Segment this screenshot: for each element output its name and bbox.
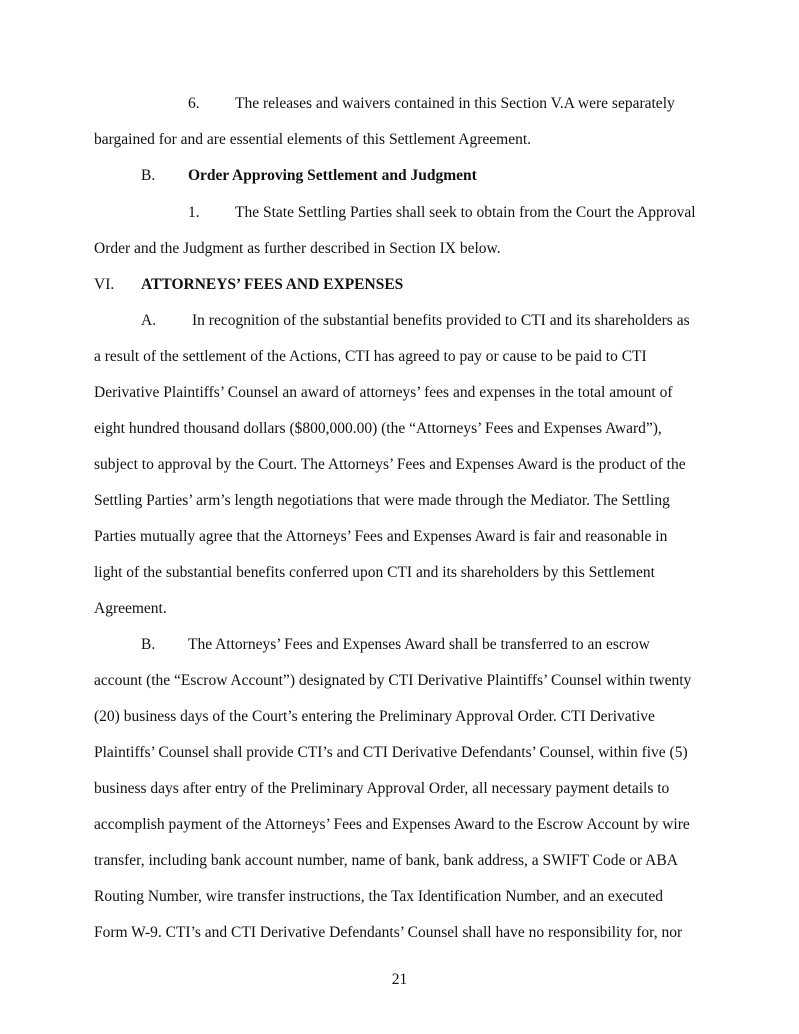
subsection-heading: Order Approving Settlement and Judgment — [188, 167, 477, 184]
section-heading: ATTORNEYS’ FEES AND EXPENSES — [141, 276, 404, 293]
paragraph-text: The Attorneys’ Fees and Expenses Award shall be transferred to an escrow — [188, 636, 650, 653]
paragraph-text: light of the substantial benefits conferred upon CTI and its shareholders by this Settlement — [94, 564, 655, 581]
paragraph-text: (20) business days of the Court’s entering the Preliminary Approval Order. CTI Derivative — [94, 708, 655, 725]
paragraph-text: eight hundred thousand dollars ($800,000.00) (the “Attorneys’ Fees and Expenses Award”), — [94, 420, 662, 437]
paragraph-text: Settling Parties’ arm’s length negotiations that were made through the Mediator. The Settling — [94, 492, 670, 509]
paragraph-text: Parties mutually agree that the Attorneys’ Fees and Expenses Award is fair and reasonable in — [94, 528, 668, 545]
paragraph-text: Routing Number, wire transfer instructions, the Tax Identification Number, and an executed — [94, 888, 663, 905]
paragraph-text: Plaintiffs’ Counsel shall provide CTI’s and CTI Derivative Defendants’ Counsel, within five (5) — [94, 744, 688, 761]
section-numeral: VI. — [94, 276, 115, 293]
page-number: 21 — [391, 971, 408, 988]
paragraph-text: a result of the settlement of the Actions, CTI has agreed to pay or cause to be paid to CTI — [94, 348, 647, 365]
paragraph-number: 6. — [188, 95, 200, 112]
paragraph-text: accomplish payment of the Attorneys’ Fees and Expenses Award to the Escrow Account by wire — [94, 816, 690, 833]
paragraph-text: In recognition of the substantial benefits provided to CTI and its shareholders as — [192, 312, 690, 329]
subsection-letter: B. — [141, 167, 156, 184]
paragraph-text: account (the “Escrow Account”) designated by CTI Derivative Plaintiffs’ Counsel within twenty — [94, 672, 692, 689]
paragraph-text: subject to approval by the Court. The Attorneys’ Fees and Expenses Award is the product of the — [94, 456, 686, 473]
paragraph-text: transfer, including bank account number, name of bank, bank address, a SWIFT Code or ABA — [94, 852, 678, 869]
paragraph-text: Agreement. — [94, 600, 167, 617]
paragraph-number: 1. — [188, 204, 200, 221]
paragraph-text: bargained for and are essential elements of this Settlement Agreement. — [94, 131, 532, 148]
subsection-letter: B. — [141, 636, 156, 653]
paragraph-text: business days after entry of the Preliminary Approval Order, all necessary payment details to — [94, 780, 670, 797]
paragraph-text: Order and the Judgment as further described in Section IX below. — [94, 240, 501, 257]
paragraph-text: Derivative Plaintiffs’ Counsel an award of attorneys’ fees and expenses in the total amount of — [94, 384, 673, 401]
subsection-letter: A. — [141, 312, 157, 329]
paragraph-text: The State Settling Parties shall seek to obtain from the Court the Approval — [235, 204, 696, 221]
paragraph-text: The releases and waivers contained in this Section V.A were separately — [235, 95, 675, 112]
paragraph-text: Form W-9. CTI’s and CTI Derivative Defendants’ Counsel shall have no responsibility for, nor — [94, 924, 683, 941]
